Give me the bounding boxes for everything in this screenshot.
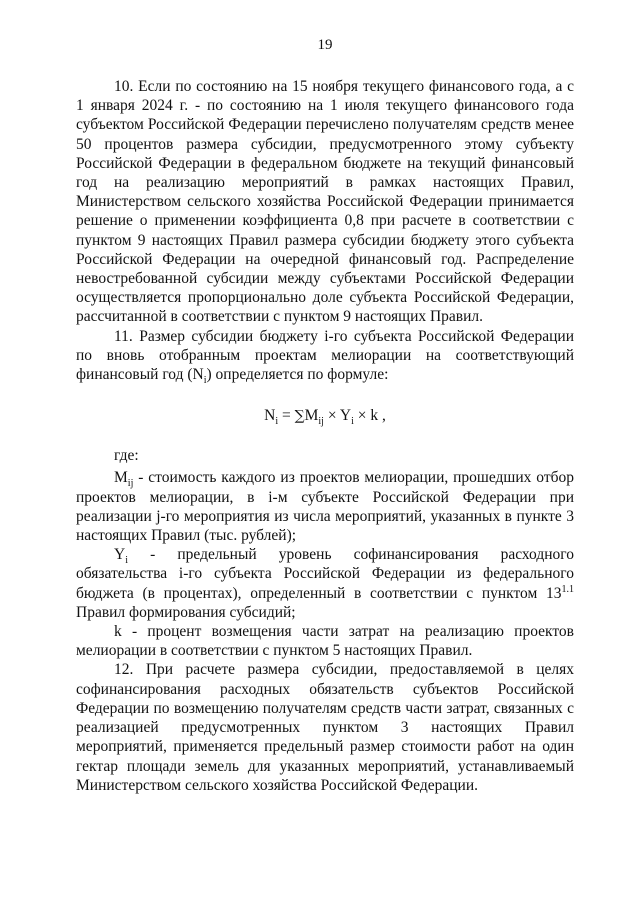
definition-y	[76, 545, 574, 622]
definition-m-symbol: M	[114, 469, 128, 487]
formula-m-sub: ij	[318, 416, 324, 428]
page-number: 19	[317, 37, 333, 53]
formula-y: Y	[339, 407, 352, 425]
paragraph-11-tail: ) определяется по формуле:	[206, 366, 389, 384]
formula-lhs-sub: i	[275, 416, 279, 428]
formula-lhs: N	[264, 407, 276, 425]
paragraph-10: 10. Если по состоянию на 15 ноября текущего финансового года, а с 1 января 2024 г. - по состоянию на 1 июля текущего финансового года субъектом Российской Федерации перечислено получателям средств менее 50 процентов размера субсидии, предусмотренного этому субъекту Российской Федерации в федеральном бюджете на текущий финансовый год на реализацию мероприятий в рамках настоящих Правил, Министерством сельского хозяйства Российской Федерации принимается решение о применении коэффициента 0,8 при расчете в соответствии с пунктом 9 настоящих Правил размера субсидии бюджету этого субъекта Российской Федерации на очередной финансовый год. Распределение невостребованной субсидии между субъектами Российской Федерации осуществляется пропорционально доле субъекта Российской Федерации, рассчитанной в соответствии с пунктом 9 настоящих Правил.	[76, 78, 574, 326]
definition-y-tail: Правил формирования субсидий;	[76, 603, 296, 621]
definition-k-text: - процент возмещения части затрат на реализацию проектов мелиорации в соответствии с пунктом 5 настоящих Правил.	[76, 623, 574, 660]
formula-equals: =	[278, 407, 295, 425]
formula-sum-sign: ∑	[294, 408, 305, 425]
definition-m-subscript: ij	[127, 478, 134, 490]
definition-y-symbol: Y	[114, 546, 126, 564]
definition-y-superscript: 1.1	[561, 583, 574, 595]
paragraph-11	[76, 327, 574, 385]
paragraph-11-text: 11. Размер субсидии бюджету i-го субъекта Российской Федерации по вновь отобранным проектам мелиорации на соответствующий финансовый год (N	[76, 327, 574, 384]
formula-times-2: ×	[353, 407, 371, 425]
paragraph-11-subscript: i	[203, 375, 207, 387]
document-body	[76, 77, 574, 795]
formula-tail: ,	[378, 407, 386, 425]
where-label: где:	[114, 447, 139, 465]
paragraph-12: 12. При расчете размера субсидии, предоставляемой в целях софинансирования расходных обязательств субъектов Российской Федерации по возмещению получателям средств части затрат, связанных с реализацией предусмотренных пунктом 3 настоящих Правил мероприятий, применяется предельный размер стоимости работ на один гектар площади земель для указанных мероприятий, устанавливаемый Министерством сельского хозяйства Российской Федерации.	[76, 661, 574, 794]
formula-m: M	[304, 407, 319, 425]
definition-k	[76, 622, 574, 660]
definition-y-text: - предельный уровень софинансирования расходного обязательства i-го субъекта Российской Федерации из федерального бюджета (в процентах), определенный в соответствии с пунктом 13	[76, 546, 574, 602]
formula-k: k	[370, 407, 379, 425]
formula-times-1: ×	[323, 407, 340, 425]
definition-k-symbol: k	[114, 623, 122, 641]
formula-y-sub: i	[351, 416, 354, 428]
definition-m	[76, 468, 574, 545]
definition-y-subscript: i	[125, 555, 128, 567]
formula	[76, 406, 574, 426]
definition-m-text: - стоимость каждого из проектов мелиорации, прошедших отбор проектов мелиорации, в i-м субъекте Российской Федерации при реализации j-го мероприятия из числа мероприятий, указанных в пункте 3 настоящих Правил (тыс. рублей);	[76, 469, 574, 545]
